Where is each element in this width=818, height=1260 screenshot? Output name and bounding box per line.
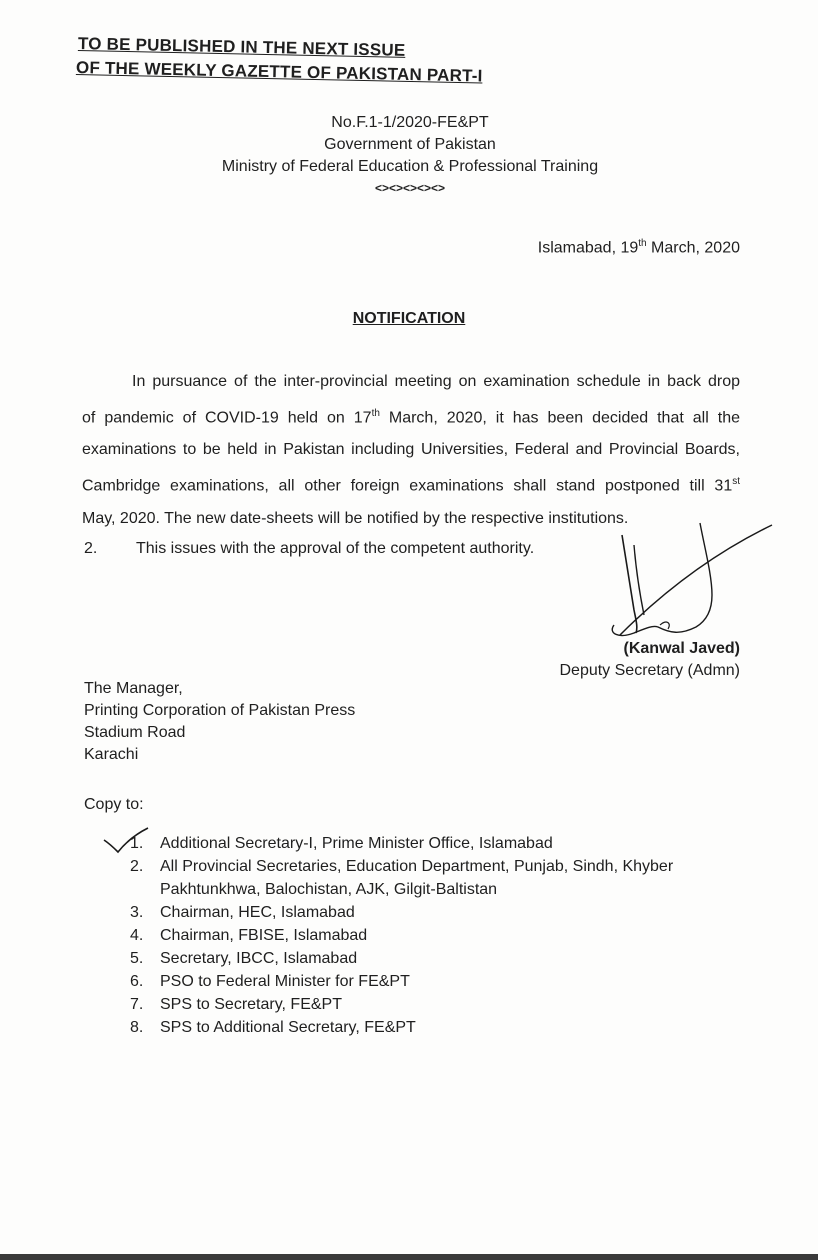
gazette-heading-line2: OF THE WEEKLY GAZETTE OF PAKISTAN PART-I xyxy=(75,58,483,86)
addressee-line-1: The Manager, xyxy=(84,680,183,697)
paragraph-1 xyxy=(82,366,740,535)
date-line xyxy=(538,238,740,257)
copy-item-number: 8. xyxy=(130,1019,144,1036)
separator-line: <><><><><> xyxy=(374,181,446,195)
paragraph-1-line-2-sup: th xyxy=(371,408,380,419)
copy-item-3 xyxy=(130,901,730,924)
date-place: Islamabad, 19 xyxy=(537,239,639,257)
paragraph-1-line-2 xyxy=(82,398,740,434)
copy-item-text: PSO to Federal Minister for FE&PT xyxy=(160,973,410,990)
copy-item-1 xyxy=(130,832,730,855)
handwritten-signature xyxy=(600,515,780,645)
copy-to-label: Copy to: xyxy=(84,796,144,813)
reference-block xyxy=(180,112,640,198)
paragraph-1-line-2-b: March, 2020, it has been decided that all the xyxy=(379,409,740,427)
paragraph-1-line-2-a: of pandemic of COVID-19 held on 17 xyxy=(82,409,372,427)
copy-item-text: All Provincial Secretaries, Education Department, Punjab, Sindh, Khyber Pakhtunkhwa, Balochistan, AJK, Gilgit-Baltistan xyxy=(160,858,674,898)
signatory-name: (Kanwal Javed) xyxy=(623,640,740,657)
copy-item-text: Secretary, IBCC, Islamabad xyxy=(160,950,358,967)
copy-item-text: Chairman, HEC, Islamabad xyxy=(160,904,355,921)
notification-title: NOTIFICATION xyxy=(352,310,466,327)
paragraph-2-text: This issues with the approval of the competent authority. xyxy=(136,540,535,557)
copy-item-text: Additional Secretary-I, Prime Minister Office, Islamabad xyxy=(160,835,553,852)
copy-item-number: 3. xyxy=(130,904,144,921)
copy-item-4 xyxy=(130,924,730,947)
paragraph-1-line-5: May, 2020. The new date-sheets will be notified by the respective institutions. xyxy=(82,509,629,527)
copy-item-number: 2. xyxy=(130,858,144,875)
paragraph-2 xyxy=(84,540,534,558)
copy-item-2 xyxy=(130,855,730,901)
date-rest: March, 2020 xyxy=(646,239,740,257)
copy-item-number: 4. xyxy=(130,927,144,944)
file-number: No.F.1-1/2020-FE&PT xyxy=(331,114,489,131)
addressee-line-4: Karachi xyxy=(84,746,139,763)
copy-to-list xyxy=(130,832,730,1039)
addressee-line-2: Printing Corporation of Pakistan Press xyxy=(84,702,356,719)
addressee-block xyxy=(84,678,355,766)
date-superscript: th xyxy=(638,238,647,249)
addressee-line-3: Stadium Road xyxy=(84,724,186,741)
copy-item-number: 5. xyxy=(130,950,144,967)
copy-item-6 xyxy=(130,970,730,993)
copy-item-7 xyxy=(130,993,730,1016)
ministry-line: Ministry of Federal Education & Professional Training xyxy=(221,158,599,175)
copy-item-8 xyxy=(130,1016,730,1039)
paragraph-2-number: 2. xyxy=(84,540,98,557)
paragraph-1-line-4 xyxy=(82,466,740,502)
copy-item-text: Chairman, FBISE, Islamabad xyxy=(160,927,368,944)
copy-item-number: 7. xyxy=(130,996,144,1013)
paragraph-1-line-1: In pursuance of the inter-provincial meeting on examination schedule in back drop xyxy=(132,373,740,390)
copy-item-number: 1. xyxy=(130,835,144,852)
government-line: Government of Pakistan xyxy=(324,136,496,153)
paragraph-1-line-4-sup: st xyxy=(732,476,740,488)
copy-item-text: SPS to Additional Secretary, FE&PT xyxy=(160,1019,416,1036)
copy-item-number: 6. xyxy=(130,973,144,990)
copy-item-text: SPS to Secretary, FE&PT xyxy=(160,996,342,1013)
paragraph-1-line-3: examinations to be held in Pakistan including Universities, Federal and Provincial Boards, xyxy=(82,441,740,459)
copy-item-5 xyxy=(130,947,730,970)
paragraph-1-line-4-a: Cambridge examinations, all other foreign examinations shall stand postponed till 31 xyxy=(82,477,733,495)
signatory-designation: Deputy Secretary (Admn) xyxy=(559,662,740,679)
gazette-heading-line1: TO BE PUBLISHED IN THE NEXT ISSUE xyxy=(77,34,406,60)
page-bottom-edge xyxy=(0,1254,818,1260)
